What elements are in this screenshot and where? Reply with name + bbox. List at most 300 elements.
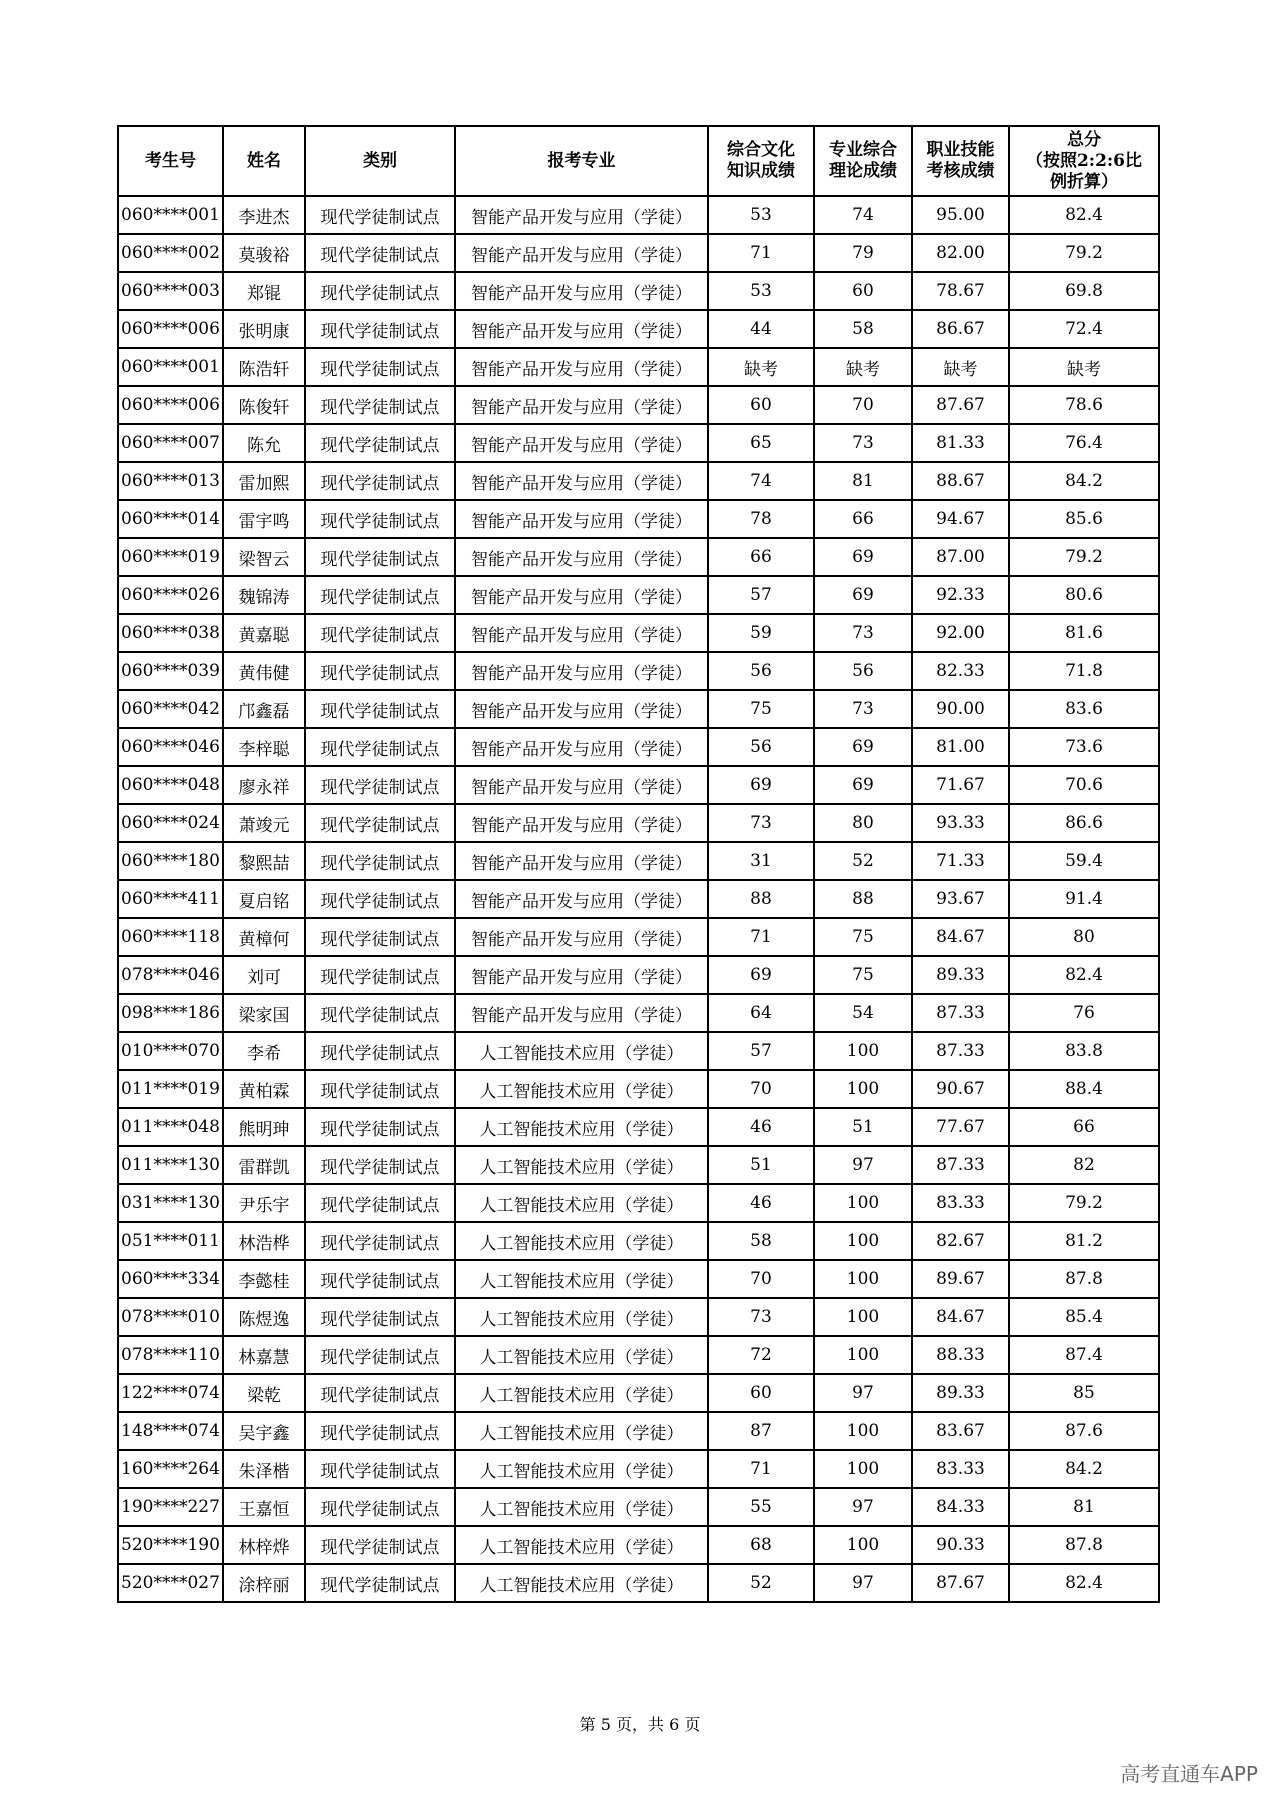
culture-score-cell: 46 (708, 1108, 814, 1146)
exam-number-cell: 060****042 (118, 690, 223, 728)
header-total-score: 总分 （按照2:2:6比 例折算） (1009, 126, 1159, 196)
theory-score-cell: 100 (814, 1222, 912, 1260)
total-score-cell: 85.4 (1009, 1298, 1159, 1336)
theory-score-cell: 54 (814, 994, 912, 1032)
total-score-cell: 84.2 (1009, 462, 1159, 500)
name-cell: 吴宇鑫 (223, 1412, 305, 1450)
header-theory-score: 专业综合 理论成绩 (814, 126, 912, 196)
culture-score-cell: 64 (708, 994, 814, 1032)
major-cell: 智能产品开发与应用（学徒） (455, 994, 708, 1032)
category-cell: 现代学徒制试点 (305, 1488, 455, 1526)
culture-score-cell: 53 (708, 196, 814, 234)
major-cell: 智能产品开发与应用（学徒） (455, 956, 708, 994)
culture-score-cell: 65 (708, 424, 814, 462)
theory-score-cell: 100 (814, 1526, 912, 1564)
table-row (118, 1146, 1159, 1184)
skill-score-cell: 84.67 (912, 918, 1009, 956)
category-cell: 现代学徒制试点 (305, 1564, 455, 1602)
major-cell: 智能产品开发与应用（学徒） (455, 652, 708, 690)
category-cell: 现代学徒制试点 (305, 348, 455, 386)
culture-score-cell: 78 (708, 500, 814, 538)
name-cell: 萧竣元 (223, 804, 305, 842)
culture-score-cell: 69 (708, 956, 814, 994)
theory-score-cell: 100 (814, 1260, 912, 1298)
total-score-cell: 87.6 (1009, 1412, 1159, 1450)
total-score-cell: 72.4 (1009, 310, 1159, 348)
exam-number-cell: 060****002 (118, 234, 223, 272)
theory-score-cell: 81 (814, 462, 912, 500)
major-cell: 智能产品开发与应用（学徒） (455, 918, 708, 956)
name-cell: 魏锦涛 (223, 576, 305, 614)
name-cell: 陈允 (223, 424, 305, 462)
name-cell: 林浩桦 (223, 1222, 305, 1260)
major-cell: 人工智能技术应用（学徒） (455, 1564, 708, 1602)
table-row (118, 690, 1159, 728)
total-score-cell: 80 (1009, 918, 1159, 956)
total-score-cell: 69.8 (1009, 272, 1159, 310)
major-cell: 智能产品开发与应用（学徒） (455, 690, 708, 728)
skill-score-cell: 94.67 (912, 500, 1009, 538)
category-cell: 现代学徒制试点 (305, 1222, 455, 1260)
name-cell: 李希 (223, 1032, 305, 1070)
name-cell: 梁乾 (223, 1374, 305, 1412)
culture-score-cell: 87 (708, 1412, 814, 1450)
theory-score-cell: 51 (814, 1108, 912, 1146)
name-cell: 尹乐宇 (223, 1184, 305, 1222)
major-cell: 智能产品开发与应用（学徒） (455, 424, 708, 462)
theory-score-cell: 100 (814, 1298, 912, 1336)
total-score-cell: 71.8 (1009, 652, 1159, 690)
culture-score-cell: 46 (708, 1184, 814, 1222)
table-row (118, 196, 1159, 234)
theory-score-cell: 52 (814, 842, 912, 880)
category-cell: 现代学徒制试点 (305, 310, 455, 348)
table-row (118, 1526, 1159, 1564)
major-cell: 人工智能技术应用（学徒） (455, 1336, 708, 1374)
culture-score-cell: 58 (708, 1222, 814, 1260)
category-cell: 现代学徒制试点 (305, 1260, 455, 1298)
major-cell: 人工智能技术应用（学徒） (455, 1488, 708, 1526)
table-row (118, 1260, 1159, 1298)
table-body (118, 196, 1159, 1602)
category-cell: 现代学徒制试点 (305, 1108, 455, 1146)
name-cell: 廖永祥 (223, 766, 305, 804)
theory-score-cell: 73 (814, 614, 912, 652)
theory-score-cell: 75 (814, 918, 912, 956)
category-cell: 现代学徒制试点 (305, 804, 455, 842)
culture-score-cell: 69 (708, 766, 814, 804)
culture-score-cell: 57 (708, 576, 814, 614)
theory-score-cell: 73 (814, 424, 912, 462)
table-row (118, 918, 1159, 956)
table-row (118, 766, 1159, 804)
theory-score-cell: 73 (814, 690, 912, 728)
total-score-cell: 79.2 (1009, 538, 1159, 576)
skill-score-cell: 89.33 (912, 1374, 1009, 1412)
name-cell: 林嘉慧 (223, 1336, 305, 1374)
exam-number-cell: 010****070 (118, 1032, 223, 1070)
skill-score-cell: 87.67 (912, 386, 1009, 424)
exam-number-cell: 148****074 (118, 1412, 223, 1450)
theory-score-cell: 75 (814, 956, 912, 994)
theory-score-cell: 97 (814, 1146, 912, 1184)
total-score-cell: 85.6 (1009, 500, 1159, 538)
exam-number-cell: 520****027 (118, 1564, 223, 1602)
theory-score-cell: 100 (814, 1070, 912, 1108)
major-cell: 智能产品开发与应用（学徒） (455, 804, 708, 842)
major-cell: 人工智能技术应用（学徒） (455, 1374, 708, 1412)
skill-score-cell: 92.33 (912, 576, 1009, 614)
total-score-cell: 81.2 (1009, 1222, 1159, 1260)
culture-score-cell: 71 (708, 918, 814, 956)
culture-score-cell: 59 (708, 614, 814, 652)
major-cell: 人工智能技术应用（学徒） (455, 1032, 708, 1070)
major-cell: 人工智能技术应用（学徒） (455, 1412, 708, 1450)
theory-score-cell: 88 (814, 880, 912, 918)
theory-score-cell: 79 (814, 234, 912, 272)
total-score-cell: 缺考 (1009, 348, 1159, 386)
name-cell: 黄伟健 (223, 652, 305, 690)
skill-score-cell: 81.00 (912, 728, 1009, 766)
name-cell: 梁家国 (223, 994, 305, 1032)
theory-score-cell: 58 (814, 310, 912, 348)
header-major: 报考专业 (455, 126, 708, 196)
skill-score-cell: 89.67 (912, 1260, 1009, 1298)
watermark-text: 高考直通车APP (1120, 1762, 1258, 1786)
name-cell: 陈浩轩 (223, 348, 305, 386)
skill-score-cell: 88.33 (912, 1336, 1009, 1374)
major-cell: 智能产品开发与应用（学徒） (455, 348, 708, 386)
category-cell: 现代学徒制试点 (305, 1336, 455, 1374)
culture-score-cell: 60 (708, 386, 814, 424)
culture-score-cell: 57 (708, 1032, 814, 1070)
category-cell: 现代学徒制试点 (305, 424, 455, 462)
culture-score-cell: 56 (708, 728, 814, 766)
total-score-cell: 87.8 (1009, 1526, 1159, 1564)
exam-number-cell: 011****048 (118, 1108, 223, 1146)
name-cell: 黄嘉聪 (223, 614, 305, 652)
exam-number-cell: 060****046 (118, 728, 223, 766)
total-score-cell: 82.4 (1009, 956, 1159, 994)
category-cell: 现代学徒制试点 (305, 500, 455, 538)
exam-number-cell: 060****007 (118, 424, 223, 462)
skill-score-cell: 92.00 (912, 614, 1009, 652)
category-cell: 现代学徒制试点 (305, 1412, 455, 1450)
skill-score-cell: 缺考 (912, 348, 1009, 386)
major-cell: 智能产品开发与应用（学徒） (455, 538, 708, 576)
exam-number-cell: 060****039 (118, 652, 223, 690)
exam-number-cell: 060****013 (118, 462, 223, 500)
table-row (118, 1564, 1159, 1602)
name-cell: 李懿桂 (223, 1260, 305, 1298)
table-row (118, 576, 1159, 614)
culture-score-cell: 60 (708, 1374, 814, 1412)
category-cell: 现代学徒制试点 (305, 576, 455, 614)
total-score-cell: 80.6 (1009, 576, 1159, 614)
exam-number-cell: 060****048 (118, 766, 223, 804)
exam-number-cell: 060****038 (118, 614, 223, 652)
table-row (118, 386, 1159, 424)
exam-number-cell: 060****180 (118, 842, 223, 880)
skill-score-cell: 89.33 (912, 956, 1009, 994)
exam-number-cell: 060****001 (118, 348, 223, 386)
table-row (118, 1222, 1159, 1260)
total-score-cell: 83.8 (1009, 1032, 1159, 1070)
major-cell: 智能产品开发与应用（学徒） (455, 234, 708, 272)
table-row (118, 994, 1159, 1032)
major-cell: 智能产品开发与应用（学徒） (455, 766, 708, 804)
table-row (118, 804, 1159, 842)
header-exam-number: 考生号 (118, 126, 223, 196)
category-cell: 现代学徒制试点 (305, 196, 455, 234)
score-table (117, 125, 1160, 1603)
table-row (118, 614, 1159, 652)
exam-number-cell: 160****264 (118, 1450, 223, 1488)
name-cell: 雷宇鸣 (223, 500, 305, 538)
skill-score-cell: 90.67 (912, 1070, 1009, 1108)
skill-score-cell: 83.33 (912, 1450, 1009, 1488)
category-cell: 现代学徒制试点 (305, 652, 455, 690)
exam-number-cell: 011****130 (118, 1146, 223, 1184)
total-score-cell: 66 (1009, 1108, 1159, 1146)
skill-score-cell: 90.33 (912, 1526, 1009, 1564)
skill-score-cell: 87.67 (912, 1564, 1009, 1602)
header-skill-score: 职业技能 考核成绩 (912, 126, 1009, 196)
culture-score-cell: 72 (708, 1336, 814, 1374)
name-cell: 陈俊轩 (223, 386, 305, 424)
skill-score-cell: 87.33 (912, 1032, 1009, 1070)
culture-score-cell: 55 (708, 1488, 814, 1526)
header-category: 类别 (305, 126, 455, 196)
name-cell: 莫骏裕 (223, 234, 305, 272)
category-cell: 现代学徒制试点 (305, 842, 455, 880)
major-cell: 人工智能技术应用（学徒） (455, 1108, 708, 1146)
total-score-cell: 87.8 (1009, 1260, 1159, 1298)
skill-score-cell: 78.67 (912, 272, 1009, 310)
culture-score-cell: 70 (708, 1260, 814, 1298)
header-culture-score: 综合文化 知识成绩 (708, 126, 814, 196)
skill-score-cell: 81.33 (912, 424, 1009, 462)
skill-score-cell: 84.67 (912, 1298, 1009, 1336)
exam-number-cell: 060****006 (118, 386, 223, 424)
culture-score-cell: 74 (708, 462, 814, 500)
culture-score-cell: 88 (708, 880, 814, 918)
theory-score-cell: 74 (814, 196, 912, 234)
exam-number-cell: 060****019 (118, 538, 223, 576)
theory-score-cell: 100 (814, 1336, 912, 1374)
table-row (118, 1298, 1159, 1336)
category-cell: 现代学徒制试点 (305, 1450, 455, 1488)
name-cell: 黄柏霖 (223, 1070, 305, 1108)
culture-score-cell: 73 (708, 1298, 814, 1336)
exam-number-cell: 078****110 (118, 1336, 223, 1374)
major-cell: 人工智能技术应用（学徒） (455, 1526, 708, 1564)
skill-score-cell: 87.00 (912, 538, 1009, 576)
culture-score-cell: 31 (708, 842, 814, 880)
exam-number-cell: 051****011 (118, 1222, 223, 1260)
table-row (118, 348, 1159, 386)
major-cell: 智能产品开发与应用（学徒） (455, 880, 708, 918)
theory-score-cell: 97 (814, 1488, 912, 1526)
theory-score-cell: 66 (814, 500, 912, 538)
total-score-cell: 83.6 (1009, 690, 1159, 728)
major-cell: 智能产品开发与应用（学徒） (455, 462, 708, 500)
total-score-cell: 73.6 (1009, 728, 1159, 766)
exam-number-cell: 060****003 (118, 272, 223, 310)
category-cell: 现代学徒制试点 (305, 1526, 455, 1564)
name-cell: 夏启铭 (223, 880, 305, 918)
table-row (118, 1412, 1159, 1450)
name-cell: 刘可 (223, 956, 305, 994)
name-cell: 邝鑫磊 (223, 690, 305, 728)
major-cell: 智能产品开发与应用（学徒） (455, 500, 708, 538)
table-row (118, 462, 1159, 500)
table-row (118, 728, 1159, 766)
table-row (118, 272, 1159, 310)
category-cell: 现代学徒制试点 (305, 1146, 455, 1184)
name-cell: 李进杰 (223, 196, 305, 234)
exam-number-cell: 078****010 (118, 1298, 223, 1336)
total-score-cell: 82.4 (1009, 1564, 1159, 1602)
skill-score-cell: 84.33 (912, 1488, 1009, 1526)
total-score-cell: 82 (1009, 1146, 1159, 1184)
culture-score-cell: 71 (708, 234, 814, 272)
header-name: 姓名 (223, 126, 305, 196)
culture-score-cell: 缺考 (708, 348, 814, 386)
category-cell: 现代学徒制试点 (305, 538, 455, 576)
exam-number-cell: 011****019 (118, 1070, 223, 1108)
total-score-cell: 87.4 (1009, 1336, 1159, 1374)
total-score-cell: 70.6 (1009, 766, 1159, 804)
culture-score-cell: 70 (708, 1070, 814, 1108)
total-score-cell: 82.4 (1009, 196, 1159, 234)
exam-number-cell: 060****024 (118, 804, 223, 842)
skill-score-cell: 87.33 (912, 1146, 1009, 1184)
major-cell: 智能产品开发与应用（学徒） (455, 728, 708, 766)
table-header-row (118, 126, 1159, 196)
table-row (118, 956, 1159, 994)
table-row (118, 500, 1159, 538)
name-cell: 李梓聪 (223, 728, 305, 766)
category-cell: 现代学徒制试点 (305, 880, 455, 918)
name-cell: 林梓烨 (223, 1526, 305, 1564)
exam-number-cell: 098****186 (118, 994, 223, 1032)
table-row (118, 1374, 1159, 1412)
skill-score-cell: 95.00 (912, 196, 1009, 234)
exam-number-cell: 122****074 (118, 1374, 223, 1412)
major-cell: 人工智能技术应用（学徒） (455, 1450, 708, 1488)
category-cell: 现代学徒制试点 (305, 1070, 455, 1108)
category-cell: 现代学徒制试点 (305, 1298, 455, 1336)
culture-score-cell: 52 (708, 1564, 814, 1602)
skill-score-cell: 93.33 (912, 804, 1009, 842)
theory-score-cell: 97 (814, 1374, 912, 1412)
category-cell: 现代学徒制试点 (305, 1184, 455, 1222)
total-score-cell: 76 (1009, 994, 1159, 1032)
major-cell: 人工智能技术应用（学徒） (455, 1222, 708, 1260)
name-cell: 涂梓丽 (223, 1564, 305, 1602)
exam-number-cell: 060****026 (118, 576, 223, 614)
total-score-cell: 78.6 (1009, 386, 1159, 424)
theory-score-cell: 100 (814, 1450, 912, 1488)
theory-score-cell: 70 (814, 386, 912, 424)
skill-score-cell: 77.67 (912, 1108, 1009, 1146)
name-cell: 郑锟 (223, 272, 305, 310)
skill-score-cell: 86.67 (912, 310, 1009, 348)
culture-score-cell: 66 (708, 538, 814, 576)
exam-number-cell: 190****227 (118, 1488, 223, 1526)
name-cell: 梁智云 (223, 538, 305, 576)
category-cell: 现代学徒制试点 (305, 1374, 455, 1412)
page-number: 第 5 页，共 6 页 (579, 1715, 701, 1734)
theory-score-cell: 69 (814, 576, 912, 614)
culture-score-cell: 75 (708, 690, 814, 728)
table-row (118, 1488, 1159, 1526)
table-row (118, 310, 1159, 348)
table-row (118, 842, 1159, 880)
exam-number-cell: 078****046 (118, 956, 223, 994)
category-cell: 现代学徒制试点 (305, 956, 455, 994)
theory-score-cell: 69 (814, 538, 912, 576)
exam-number-cell: 060****334 (118, 1260, 223, 1298)
category-cell: 现代学徒制试点 (305, 1032, 455, 1070)
exam-number-cell: 060****014 (118, 500, 223, 538)
category-cell: 现代学徒制试点 (305, 614, 455, 652)
total-score-cell: 86.6 (1009, 804, 1159, 842)
skill-score-cell: 83.67 (912, 1412, 1009, 1450)
category-cell: 现代学徒制试点 (305, 728, 455, 766)
total-score-cell: 81.6 (1009, 614, 1159, 652)
skill-score-cell: 93.67 (912, 880, 1009, 918)
theory-score-cell: 69 (814, 728, 912, 766)
exam-number-cell: 060****118 (118, 918, 223, 956)
name-cell: 雷加熙 (223, 462, 305, 500)
table-row (118, 234, 1159, 272)
table-row (118, 1032, 1159, 1070)
name-cell: 雷群凯 (223, 1146, 305, 1184)
theory-score-cell: 56 (814, 652, 912, 690)
theory-score-cell: 100 (814, 1032, 912, 1070)
theory-score-cell: 60 (814, 272, 912, 310)
total-score-cell: 76.4 (1009, 424, 1159, 462)
total-score-cell: 88.4 (1009, 1070, 1159, 1108)
theory-score-cell: 97 (814, 1564, 912, 1602)
table-row (118, 1070, 1159, 1108)
name-cell: 朱泽楷 (223, 1450, 305, 1488)
culture-score-cell: 68 (708, 1526, 814, 1564)
skill-score-cell: 83.33 (912, 1184, 1009, 1222)
total-score-cell: 84.2 (1009, 1450, 1159, 1488)
category-cell: 现代学徒制试点 (305, 918, 455, 956)
skill-score-cell: 87.33 (912, 994, 1009, 1032)
table-row (118, 1450, 1159, 1488)
name-cell: 黄樟何 (223, 918, 305, 956)
table-row (118, 538, 1159, 576)
name-cell: 熊明珅 (223, 1108, 305, 1146)
exam-number-cell: 520****190 (118, 1526, 223, 1564)
theory-score-cell: 100 (814, 1184, 912, 1222)
category-cell: 现代学徒制试点 (305, 462, 455, 500)
category-cell: 现代学徒制试点 (305, 234, 455, 272)
major-cell: 人工智能技术应用（学徒） (455, 1298, 708, 1336)
table-row (118, 652, 1159, 690)
skill-score-cell: 71.33 (912, 842, 1009, 880)
major-cell: 人工智能技术应用（学徒） (455, 1070, 708, 1108)
skill-score-cell: 88.67 (912, 462, 1009, 500)
skill-score-cell: 71.67 (912, 766, 1009, 804)
total-score-cell: 59.4 (1009, 842, 1159, 880)
category-cell: 现代学徒制试点 (305, 272, 455, 310)
